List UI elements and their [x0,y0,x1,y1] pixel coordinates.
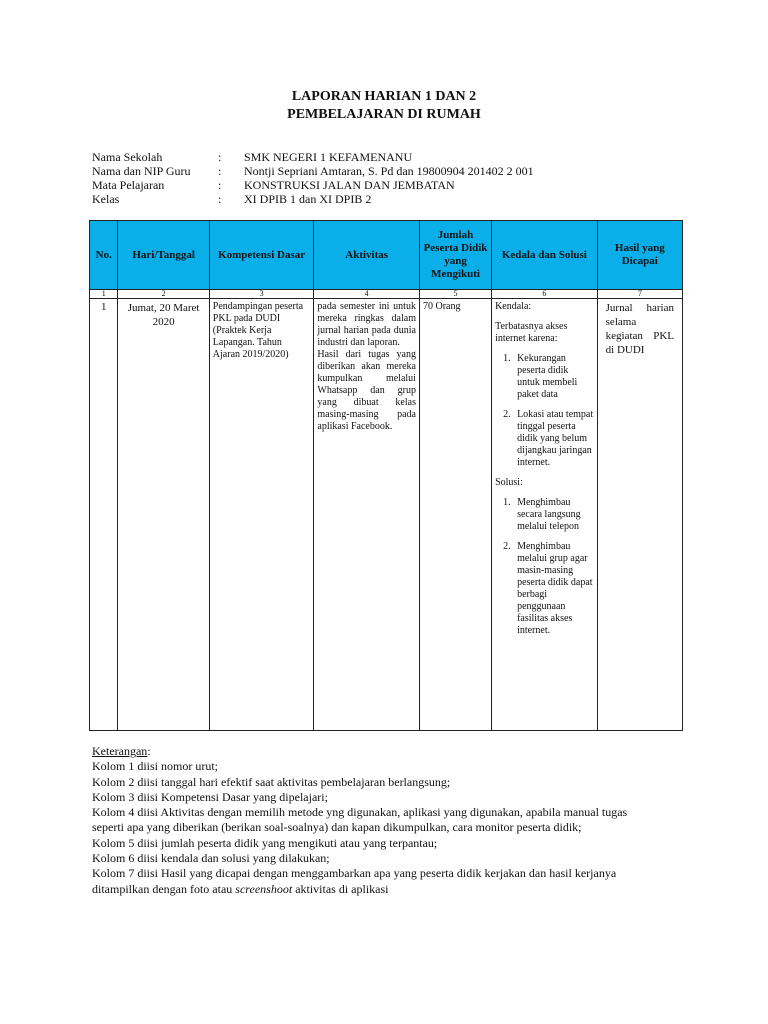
info-colon: : [218,164,222,178]
notes-section [92,744,692,897]
cell-jumlah: 70 Orang [419,299,491,731]
header-aktivitas: Aktivitas [314,221,420,290]
report-title-line2: PEMBELAJARAN DI RUMAH [287,107,481,122]
notes-italic-text: screenshoot [235,881,293,896]
info-value: XI DPIB 1 dan XI DPIB 2 [244,192,372,206]
col-number: 5 [419,290,491,299]
info-label: Nama Sekolah [92,150,163,164]
col-number: 7 [597,290,682,299]
notes-heading [92,744,692,759]
header-jumlah: Jumlah Peserta Didik yang Mengikuti [419,221,491,290]
col-number: 6 [492,290,598,299]
solusi-list [495,497,594,637]
cell-hasil: Jurnal harian selama kegiatan PKL di DUDI [597,299,682,731]
notes-text: ditampilkan dengan foto atau [92,881,236,896]
info-value: Nontji Sepriani Amtaran, S. Pd dan 19800904 201402 2 001 [244,164,534,178]
header-tanggal: Hari/Tanggal [118,221,209,290]
info-colon: : [218,192,222,206]
report-title-line1: LAPORAN HARIAN 1 DAN 2 [291,89,477,104]
info-colon: : [218,178,222,192]
header-no: No. [90,221,118,290]
col-number: 1 [90,290,118,299]
solusi-label: Solusi: [495,477,523,488]
list-item: 2. Menghimbau melalui grup agar masin-masing peserta didik dapat berbagi penggunaan fasilitas akses internet. [513,541,594,637]
notes-line: Kolom 7 diisi Hasil yang dicapai dengan menggambarkan apa yang peserta didik kerjakan dan hasil kerjanya [92,866,617,881]
notes-heading-text: Keterangan [92,744,148,758]
notes-line: seperti apa yang diberikan (berikan soal-soalnya) dan kapan dikumpulkan, cara monitor peserta didik; [92,820,582,835]
table-row [90,299,683,731]
list-item: 1. Kekurangan peserta didik untuk membeli paket data [513,353,594,401]
notes-text: aktivitas di aplikasi [292,881,389,896]
cell-no: 1 [90,299,118,731]
cell-aktivitas [314,299,420,731]
cell-kendala-solusi [492,299,598,731]
info-label: Kelas [92,192,120,206]
col-number: 4 [314,290,420,299]
col-number: 3 [209,290,314,299]
info-label: Nama dan NIP Guru [92,164,191,178]
notes-heading-colon: : [147,744,151,758]
header-kendala: Kedala dan Solusi [492,221,598,290]
info-value: KONSTRUKSI JALAN DAN JEMBATAN [244,178,455,192]
list-item: 1. Menghimbau secara langsung melalui telepon [513,497,594,533]
header-hasil: Hasil yang Dicapai [597,221,682,290]
info-label: Mata Pelajaran [92,178,165,192]
cell-tanggal: Jumat, 20 Maret 2020 [118,299,209,731]
info-colon: : [218,150,222,164]
kendala-label: Kendala: [495,301,532,312]
kendala-list [495,353,594,469]
col-number: 2 [118,290,209,299]
notes-line: Kolom 6 diisi kendala dan solusi yang dilakukan; [92,851,330,866]
header-kompetensi: Kompetensi Dasar [209,221,314,290]
cell-kompetensi: Pendampingan peserta PKL pada DUDI (Praktek Kerja Lapangan. Tahun Ajaran 2019/2020) [209,299,314,731]
report-table [89,220,683,731]
table-header-row [90,221,683,290]
aktivitas-paragraph: pada semester ini untuk mereka ringkas dalam jurnal harian pada dunia industri dan laporan. [317,301,416,348]
notes-line-last [92,882,692,897]
notes-line: Kolom 4 diisi Aktivitas dengan memilih metode yng digunakan, aplikasi yang digunakan, apabila manual tugas [92,805,628,820]
notes-line: Kolom 2 diisi tanggal hari efektif saat aktivitas pembelajaran berlangsung; [92,774,451,789]
notes-line: Kolom 1 diisi nomor urut; [92,759,218,774]
aktivitas-paragraph: Hasil dari tugas yang diberikan akan mereka kumpulkan melalui Whatsapp dan grup yang dibuat kelas masing-masing pada aplikasi Facebook. [317,349,416,432]
list-item: 2. Lokasi atau tempat tinggal peserta didik yang belum dijangkau jaringan internet. [513,409,594,469]
column-number-row [90,290,683,299]
info-value: SMK NEGERI 1 KEFAMENANU [244,150,413,164]
notes-line: Kolom 3 diisi Kompetensi Dasar yang dipelajari; [92,789,328,804]
notes-line: Kolom 5 diisi jumlah peserta didik yang mengikuti atau yang terpantau; [92,835,438,850]
kendala-intro: Terbatasnya akses internet karena: [495,321,568,344]
